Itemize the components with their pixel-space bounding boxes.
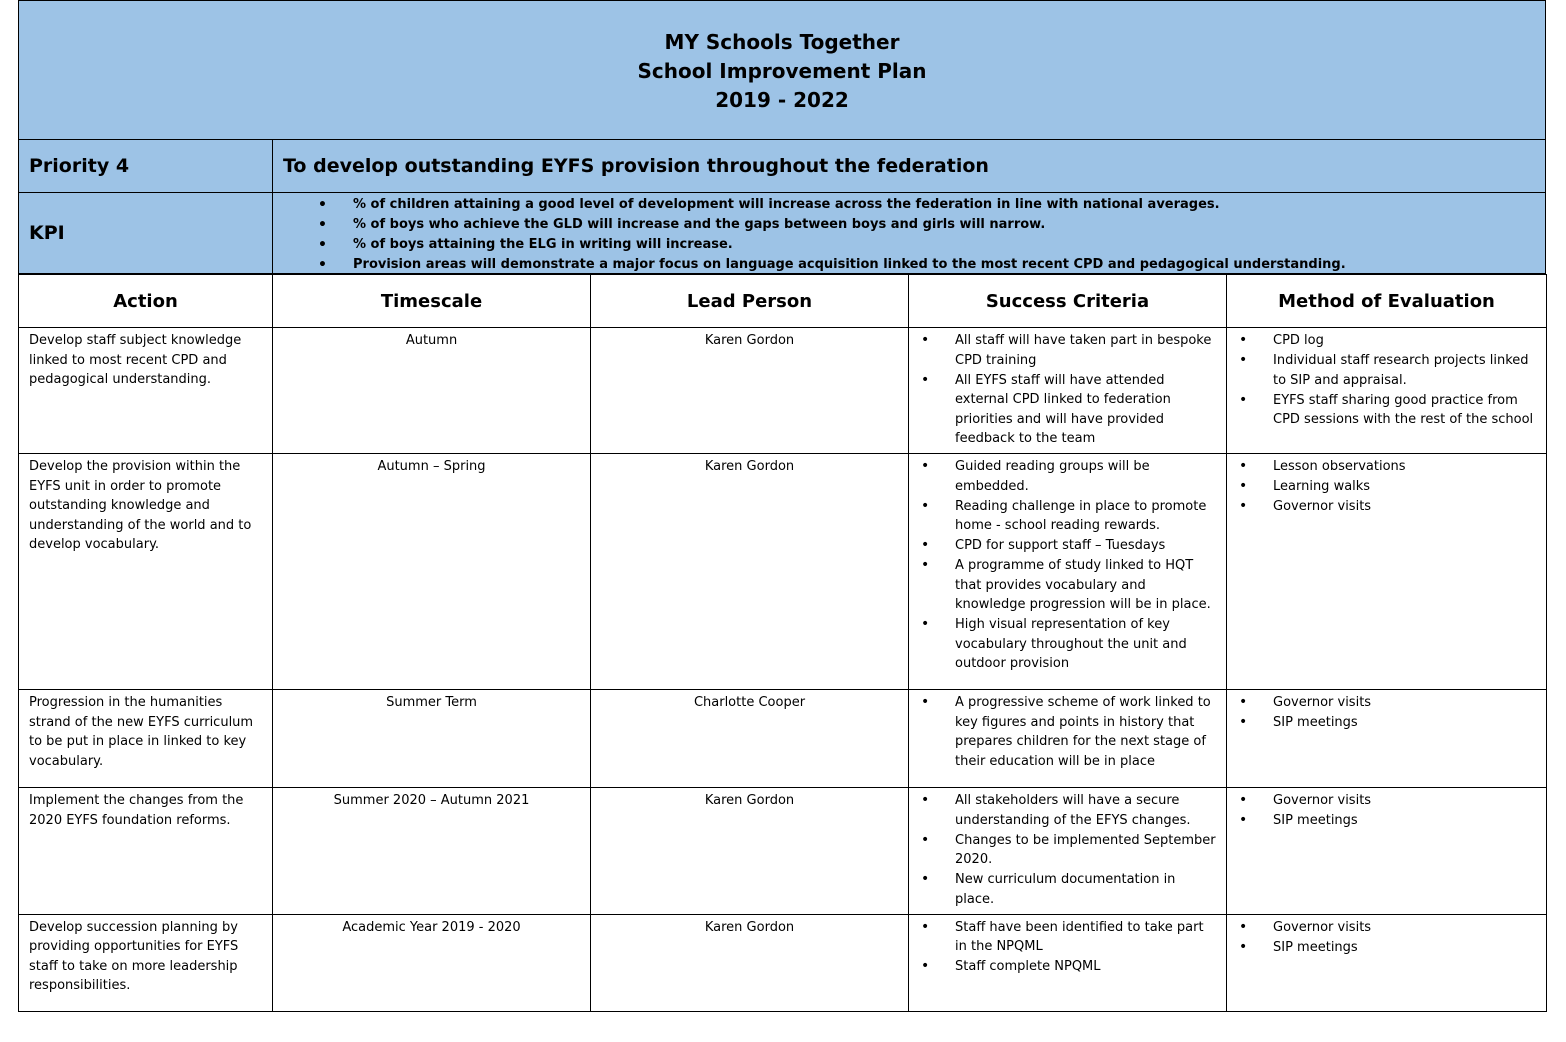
kpi-row — [18, 193, 1546, 274]
criteria-item: • All EYFS staff will have attended external CPD linked to federation priorities and will have provided feedback to the team — [919, 371, 1216, 449]
lead-person-cell: Karen Gordon — [591, 454, 909, 690]
lead-person-cell: Karen Gordon — [591, 914, 909, 1011]
priority-row — [18, 140, 1546, 193]
criteria-item: • A programme of study linked to HQT that provides vocabulary and knowledge progression will be in place. — [919, 556, 1216, 615]
success-criteria-cell — [909, 914, 1227, 1011]
column-header-lead-person: Lead Person — [591, 275, 909, 328]
action-cell: Develop succession planning by providing opportunities for EYFS staff to take on more leadership responsibilities. — [19, 914, 273, 1011]
evaluation-cell — [1227, 328, 1547, 454]
evaluation-item: • Governor visits — [1237, 497, 1536, 517]
criteria-item: • Guided reading groups will be embedded. — [919, 457, 1216, 496]
action-cell: Develop staff subject knowledge linked to most recent CPD and pedagogical understanding. — [19, 328, 273, 454]
kpi-item: • % of boys attaining the ELG in writing will increase. — [273, 235, 1545, 255]
criteria-item: • Changes to be implemented September 2020. — [919, 831, 1216, 870]
improvement-plan-document — [18, 0, 1546, 1012]
column-header-method-of-evaluation: Method of Evaluation — [1227, 275, 1547, 328]
criteria-item: • All staff will have taken part in bespoke CPD training — [919, 331, 1216, 370]
kpi-item: • Provision areas will demonstrate a major focus on language acquisition linked to the most recent CPD and pedagogical understanding. — [273, 255, 1545, 275]
criteria-item: • CPD for support staff – Tuesdays — [919, 536, 1216, 556]
criteria-item: • Reading challenge in place to promote home - school reading rewards. — [919, 497, 1216, 536]
evaluation-item: • Governor visits — [1237, 918, 1536, 938]
success-criteria-cell — [909, 788, 1227, 915]
criteria-item: • High visual representation of key vocabulary throughout the unit and outdoor provision — [919, 615, 1216, 674]
evaluation-item: • Learning walks — [1237, 477, 1536, 497]
column-header-success-criteria: Success Criteria — [909, 275, 1227, 328]
table-row — [19, 328, 1547, 454]
action-cell: Implement the changes from the 2020 EYFS foundation reforms. — [19, 788, 273, 915]
plan-title: MY Schools Together — [664, 30, 900, 54]
evaluation-item: • Governor visits — [1237, 693, 1536, 713]
evaluation-item: • CPD log — [1237, 331, 1536, 351]
criteria-item: • A progressive scheme of work linked to key figures and points in history that prepares children for the next stage of their education will be in place — [919, 693, 1216, 771]
evaluation-cell — [1227, 914, 1547, 1011]
evaluation-item: • Governor visits — [1237, 791, 1536, 811]
priority-text: To develop outstanding EYFS provision throughout the federation — [283, 155, 989, 177]
criteria-item: • Staff have been identified to take part in the NPQML — [919, 918, 1216, 957]
success-criteria-cell — [909, 454, 1227, 690]
criteria-item: • New curriculum documentation in place. — [919, 870, 1216, 909]
evaluation-cell — [1227, 788, 1547, 915]
evaluation-item: • SIP meetings — [1237, 938, 1536, 958]
criteria-item: • All stakeholders will have a secure understanding of the EFYS changes. — [919, 791, 1216, 830]
table-header-row — [19, 275, 1547, 328]
plan-years: 2019 - 2022 — [715, 88, 849, 112]
evaluation-item: • Lesson observations — [1237, 457, 1536, 477]
timescale-cell: Autumn – Spring — [273, 454, 591, 690]
table-row — [19, 690, 1547, 788]
column-header-action: Action — [19, 275, 273, 328]
lead-person-cell: Karen Gordon — [591, 328, 909, 454]
evaluation-cell — [1227, 454, 1547, 690]
kpi-list — [273, 193, 1545, 273]
column-header-timescale: Timescale — [273, 275, 591, 328]
lead-person-cell: Charlotte Cooper — [591, 690, 909, 788]
timescale-cell: Autumn — [273, 328, 591, 454]
table-row — [19, 788, 1547, 915]
criteria-item: • Staff complete NPQML — [919, 957, 1216, 977]
table-row — [19, 914, 1547, 1011]
success-criteria-cell — [909, 690, 1227, 788]
kpi-item: • % of children attaining a good level of development will increase across the federation in line with national averages. — [273, 195, 1545, 215]
evaluation-item: • EYFS staff sharing good practice from CPD sessions with the rest of the school — [1237, 391, 1536, 430]
kpi-item: • % of boys who achieve the GLD will increase and the gaps between boys and girls will narrow. — [273, 215, 1545, 235]
plan-subtitle: School Improvement Plan — [637, 59, 927, 83]
action-cell: Develop the provision within the EYFS unit in order to promote outstanding knowledge and understanding of the world and to develop vocabulary. — [19, 454, 273, 690]
table-row — [19, 454, 1547, 690]
action-table — [18, 274, 1547, 1012]
evaluation-item: • SIP meetings — [1237, 713, 1536, 733]
timescale-cell: Academic Year 2019 - 2020 — [273, 914, 591, 1011]
action-cell: Progression in the humanities strand of the new EYFS curriculum to be put in place in linked to key vocabulary. — [19, 690, 273, 788]
evaluation-item: • Individual staff research projects linked to SIP and appraisal. — [1237, 351, 1536, 390]
timescale-cell: Summer 2020 – Autumn 2021 — [273, 788, 591, 915]
evaluation-cell — [1227, 690, 1547, 788]
priority-label: Priority 4 — [19, 140, 273, 192]
kpi-label: KPI — [19, 193, 273, 273]
success-criteria-cell — [909, 328, 1227, 454]
evaluation-item: • SIP meetings — [1237, 811, 1536, 831]
plan-header — [18, 0, 1546, 140]
lead-person-cell: Karen Gordon — [591, 788, 909, 915]
timescale-cell: Summer Term — [273, 690, 591, 788]
